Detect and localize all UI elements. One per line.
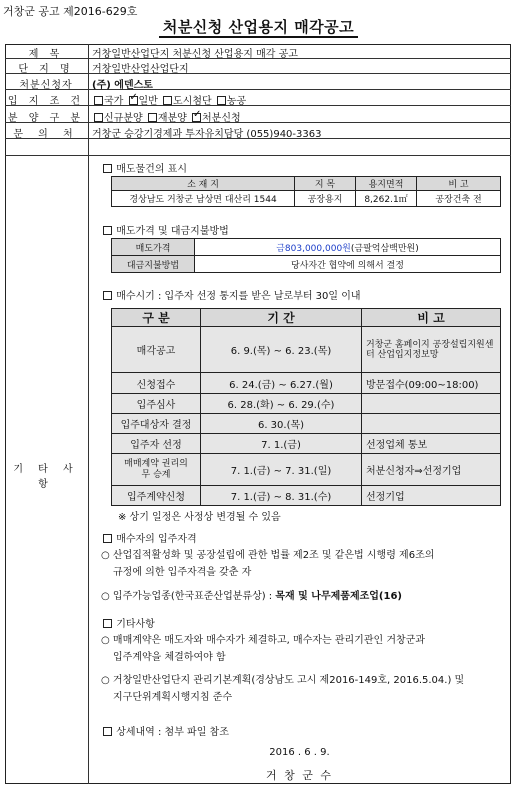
checkbox-national[interactable]: [94, 96, 103, 105]
other-item-2: ○ 거창일반산업단지 관리기본계획(경상남도 고시 제2016-149호, 2016.5.04.) 및 지구단위계획시행지침 준수: [101, 675, 465, 703]
applicant-value: (주) 에덴스토: [92, 80, 153, 91]
section-checkbox[interactable]: [103, 291, 112, 300]
contact-label: 문 의 처: [13, 129, 79, 140]
contact-value: 거창군 승강기경제과 투자유치담당 (055)940-3363: [92, 129, 322, 140]
notice-date: 2016 . 6 . 9.: [269, 747, 330, 758]
notice-number: 거창군 공고 제2016-629호: [3, 5, 138, 18]
issuer: 거 창 군 수: [266, 769, 333, 782]
payment-label: 대금지불방법: [112, 256, 195, 273]
subject-label: 제 목: [28, 49, 64, 60]
complex-value: 거창일반산업산업단지: [92, 64, 189, 75]
section-checkbox[interactable]: [103, 164, 112, 173]
price-value: 금803,000,000원(금팔억삼백만원): [195, 239, 501, 256]
circle-bullet-icon: ○: [101, 635, 110, 646]
other-item-1: ○ 매매계약은 매도자와 매수자가 체결하고, 매수자는 관리기관인 거창군과 입주계약을 체결하여야 함: [101, 635, 425, 663]
subject-value: 거창일반산업단지 처분신청 산업용지 매각 공고: [92, 49, 298, 60]
schedule-table: [111, 308, 501, 506]
cell-remark: 공장건축 전: [417, 191, 501, 207]
table-row: 매각공고 6. 9.(목) ~ 6. 23.(목) 거창군 홈페이지 공장설립지원센터 산업입지정보망: [112, 327, 501, 373]
qualification-item-1: ○ 산업집적활성화 및 공장설립에 관한 법률 제2조 및 같은법 시행령 제6조의 규정에 의한 입주자격을 갖춘 자: [101, 550, 435, 578]
col-header: 소 재 지: [112, 177, 295, 191]
table-row: 입주자 선정 7. 1.(금) 선정업체 통보: [112, 434, 501, 454]
details-section: 상세내역 : 첨부 파일 참조: [101, 723, 229, 738]
qualification-item-2: ○ 입주가능업종(한국표준산업분류상) : 목재 및 나무제품제조업(16): [101, 591, 402, 602]
price-section: 매도가격 및 대금지불방법: [101, 222, 229, 237]
complex-label: 단 지 명: [18, 64, 74, 75]
checkbox-urban-hightech[interactable]: [163, 96, 172, 105]
circle-bullet-icon: ○: [101, 675, 110, 686]
schedule-footnote: ※ 상기 일정은 사정상 변경될 수 있음: [118, 512, 281, 523]
table-row: 입주계약신청 7. 1.(금) ~ 8. 31.(수) 선정기업: [112, 486, 501, 506]
checkbox-resale[interactable]: [148, 113, 157, 122]
checkbox-general-checked[interactable]: [129, 96, 138, 105]
table-row: 신청접수 6. 24.(금) ~ 6.27.(월) 방문접수(09:00~18:00): [112, 373, 501, 394]
col-header: 지 목: [295, 177, 356, 191]
property-table: [111, 176, 501, 207]
payment-value: 당사자간 협약에 의해서 결정: [195, 256, 501, 273]
applicant-label: 처분신청자: [19, 80, 73, 91]
section-checkbox[interactable]: [103, 534, 112, 543]
checkbox-disposal-checked[interactable]: [192, 113, 201, 122]
table-row: 매매계약 권리의무 승계 7. 1.(금) ~ 7. 31.(일) 처분신청자⇒선정기업: [112, 454, 501, 486]
col-header: 비 고: [362, 309, 501, 327]
price-label: 매도가격: [112, 239, 195, 256]
col-header: 용지면적: [356, 177, 417, 191]
property-section: 매도물건의 표시: [101, 160, 187, 175]
section-checkbox[interactable]: [103, 727, 112, 736]
col-header: 비 고: [417, 177, 501, 191]
misc-label: 기 타 사 항: [13, 464, 79, 490]
other-section: 기타사항: [101, 615, 155, 630]
cell-land-category: 공장용지: [295, 191, 356, 207]
cell-address: 경상남도 거창군 남상면 대산리 1544: [112, 191, 295, 207]
sale-type-options: 신규분양 재분양 ✓ 처분신청: [92, 109, 241, 124]
section-checkbox[interactable]: [103, 619, 112, 628]
schedule-section: 매수시기 : 입주자 선정 통지를 받은 날로부터 30일 이내: [101, 287, 361, 302]
sale-type-label: 분 양 구 분: [7, 113, 85, 124]
price-table: [111, 238, 501, 273]
page-title: 처분신청 산업용지 매각공고: [0, 16, 517, 37]
col-header: 구 분: [112, 309, 201, 327]
col-header: 기 간: [201, 309, 362, 327]
circle-bullet-icon: ○: [101, 591, 110, 602]
checkbox-new-sale[interactable]: [94, 113, 103, 122]
table-row: 입주대상자 결정 6. 30.(목): [112, 414, 501, 434]
qualification-section: 매수자의 입주자격: [101, 530, 197, 545]
location-label: 입 지 조 건: [7, 96, 85, 107]
circle-bullet-icon: ○: [101, 550, 110, 561]
section-checkbox[interactable]: [103, 226, 112, 235]
table-row: 입주심사 6. 28.(화) ~ 6. 29.(수): [112, 394, 501, 414]
cell-area: 8,262.1㎡: [356, 191, 417, 207]
checkbox-agro-industrial[interactable]: [217, 96, 226, 105]
location-options: 국가 ✓ 일반 도시첨단 농공: [92, 92, 246, 107]
